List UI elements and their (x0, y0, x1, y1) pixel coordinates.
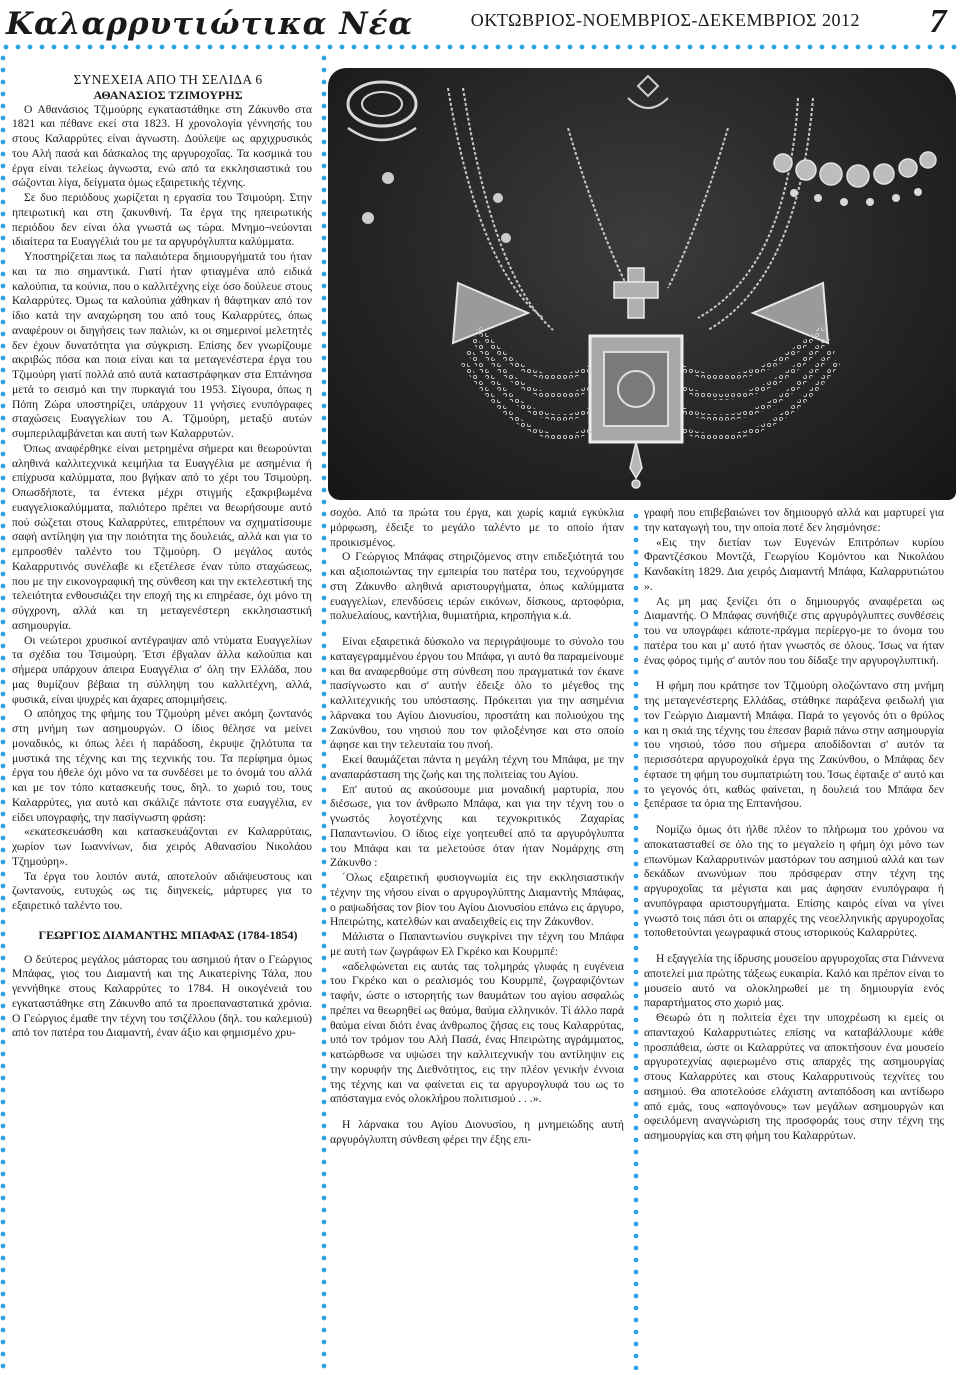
article-paragraph: Εκεί θαυμάζεται πάντα η μεγάλη τέχνη του Μπάφα, με την αναπαράσταση της ζωής και της πολιτείας του Αγίου. (330, 753, 624, 781)
article-paragraph: «εκατεσκευάσθη και κατασκευάζονται εν Καλαρρύταις, χωρίον των Ιωαννίνων, δια χειρός Αθανασίου Νικολάου Τζημούρη». (12, 825, 312, 868)
section-heading-tzimouris: ΑΘΑΝΑΣΙΟΣ ΤΖΙΜΟΥΡΗΣ (93, 87, 243, 102)
column-2 (330, 506, 624, 1148)
article-paragraph: Η εξαγγελία της ίδρυσης μουσείου αργυροχοΐας στα Γιάννενα αποτελεί μια πρώτης τάξεως ευκαιρία. Καλό και πρέπον είναι το μουσείο αυτό να ολοκληρωθεί με τη δημιουργία ενός παραρτήματος στο χωριό μας. (644, 952, 944, 1010)
article-paragraph: Όπως αναφέρθηκε είναι μετρημένα σήμερα και θεωρούνται αληθινά καλλιτεχνικά κειμήλια τα Ευαγγέλια με ασημένια ή επίχρυσα καλύμματα, που βγήκαν από το χέρι του Τσιμούρη. Οπωσδήποτε, τα έντεκα μέχρι στιγμής εξακριβωμένα ευαγγελιοκαλύμματα, παλιότερο πρέπει να θεωρήσουμε αυτό πού σώζεται στους Καλαρρύτες, επιτρέπουν να σχηματίσουμε σαφή αντίληψη για την ποιότητα της δουλειάς, αλλά και για το εμπροσθέν ταλέντο του Τζιμούρη. Ο μεγάλος αυτός Καλαρρυτινός συνέλαβε κι εξετέλεσε έναν τύπο σταχώσεως, που με την εικονογραφική της σύνθεση και την εκτελεστική της τελειότητα ενθουσιάζει την εποχή της κι επηρέασε, όχι μόνο τη σύγχρονη, αλλά και τη μεταγενέστερη εκκλησιαστική ασημουργία. (12, 441, 312, 632)
issue-date: ΟΚΤΩΒΡΙΟΣ-ΝΟΕΜΒΡΙΟΣ-ΔΕΚΕΜΒΡΙΟΣ 2012 (470, 10, 860, 30)
left-dot-border (0, 52, 6, 1372)
article-paragraph: Τα έργα του λοιπόν αυτά, αποτελούν αδιάψευστους και ζωντανούς, ευτυχώς ως τις διηνεκείς, μάρτυρες για το εξαιρετικό ταλέντο του. (12, 869, 312, 912)
column-1 (12, 73, 312, 1041)
article-paragraph: Θεωρώ ότι η πολιτεία έχει την υποχρέωση κι εμείς οι απανταχού Καλαρρυτιώτες επίσης να καταβάλλουμε κάθε προσπάθεια, ώστε οι Καλαρρύτες να αποκτήσουν ένα μουσείο αργυροτεχνίας αφιερωμένο στις απαρχές της ασημουργίας στους Καλαρρύτες και στους Καλαρρυτινούς τεχνίτες του ασημιού. Θα αποτελούσε ελάχιστη ανταπόδοση και αντίδωρο από εμάς, τους «απογόνους» των μεγάλων ασημουργών και οφειλόμενη αναγνώριση της προσφοράς τους στην τέχνη της ασημουργίας και στη φήμη του Καλαρρύτων. (644, 1011, 944, 1142)
article-paragraph: Οι νεώτεροι χρυσικοί αντέγραψαν από ντύματα Ευαγγελίων τα σχέδια του Τσιμούρη. Έτσι έβγαλαν άλλα καλούπια και σήμερα υπάρχουν άπειρα Ευαγγέλια σ' όλη την Ελλάδα, που μας θυμίζουν βέβαια τη σύλληψη του καλλιτέχνη, αλλά, φυσικά, είναι ψυχρές και άχαρες απομιμήσεις. (12, 633, 312, 706)
article-paragraph: Επ' αυτού ας ακούσουμε μια μοναδική μαρτυρία, που διέσωσε, για τον άνθρωπο Μπάφα, και για την τέχνη του ο γνωστός λογοτέχνης και τεχνοκριτικός Ζαχαρίας Παπαντωνίου. Ο ίδιος είχε γοητευθεί από τα αργυρόγλυπτα του Μπάφα και τα μελετούσε όταν ήταν Νομάρχης στη Ζάκυνθο : (330, 782, 624, 870)
article-paragraph: «αδελφώνεται εις αυτάς τας τολμηράς γλυφάς η ευγένεια του Γκρέκο και ο ρεαλισμός του Κουρμπέ, ζωγραφιζόντων ταφήν, ώστε ο ιστορητής των θαυμάτων του αγίου ασφαλώς πρέπει να θεωρηθεί ως θαύμα, θαύμα ελληνικόν. Τί άλλο παρά θαύμα είναι διότι ένας άνθρωπος ζήσας εις τους Καλαρρύτας, υπό τον τρόμον του Αλή Πασά, ένας Ηπειρώτης αγράμματος, κατώρθωσε να υψώσει την καλλιτεχνικήν του αντίληψιν εις την κορυφήν της Διεθνότητος, εις την πλέον γενικήν έννοια της τέχνης και να φαίνεται εις τα αργυρογλυφά του ως το απόσταγμα ενός ολοκλήρου πολιτισμού . . .». (330, 959, 624, 1106)
masthead-logo: Καλαρρυτιώτικα Νέα (6, 6, 414, 42)
article-paragraph: Υποστηρίζεται πως τα παλαιότερα δημιουργήματά του ήταν και τα πιο σημαντικά. Γιατί ήταν φτιαγμένα από ειδικά καλούπια, τα κούνια, που ο καλλιτέχνης είχε όσο δούλευε στους Καλαρρύτες. Όμως τα καλούπια χάθηκαν ή θάφτηκαν από τον ίδιο κατά την αναχώρηση του από τους Καλαρρύτες, όπως αναφέρουν οι διηγήσεις των παλιών, κι οι σημερινοί μελετητές δεν έχουν δυνατότητα για σύγκριση. Επίσης δεν γνωρίζουμε ακριβώς πόσα και ποια είναι και τα μεταγενέστερα έργα του Τζιμούρη γιατί πολλά από αυτά καταστράφηκαν στα Επτάνησα μετά το σεισμό και την πυρκαγιά του 1953. Σίγουρα, όπως η Πόπη Ζώρα υποστηρίζει, υπάρχουν 11 γνήσιες ενυπόγραφες σταχώσεις Ευαγγελίων του Α. Τζιμούρη, μεταξύ αυτών συμπεριλαμβάνεται και αυτή των Καλαρρυτών. (12, 250, 312, 440)
article-paragraph: Νομίζω όμως ότι ήλθε πλέον το πλήρωμα του χρόνου να αποκατασταθεί σε όλο της το μεγαλείο η φήμη όχι μόνο των επωνύμων Καλαρρυτινών μαστόρων του ασημιού αλλά και των δεκάδων ανωνύμων που πρόσφεραν στην τέχνη της αργυροχοΐας τα μέγιστα και μας άφησαν ενυπόγραφα ή ανυπόγραφα αριστουργήματα. Επίσης καιρός είναι να γίνει γνωστό τοις πάσι ότι οι απαρχές της νεοελληνικής αργυροχοΐας τοποθετούνται γεωγραφικά στους ιστορικούς Καλαρρύτες. (644, 823, 944, 940)
article-paragraph: Ο Αθανάσιος Τζιμούρης εγκαταστάθηκε στη Ζάκυνθο στα 1821 και πέθανε εκεί στα 1823. Η χρονολογία γέννησής του στους Καλαρρύτες είναι άγνωστη. Δούλεψε ως αρχιχρυσικός του Αλή πασά και δάσκαλος της αργυροχοΐας. Τα κοσμικά του έργα είναι τελείως άγνωστα, ενώ από τα εκκλησιαστικά του σώζονται λίγα, δείγματα όμως εξαιρετικής τέχνης. (12, 102, 312, 190)
article-paragraph: Ο Γεώργιος Μπάφας στηριζόμενος στην επιδεξιότητά του και αξιοποιώντας την εμπειρία του πατέρα του, τεχνούργησε στη Ζάκυνθο αληθινά αριστουργήματα, όπως καλύμματα ευαγγελίων, επενδύσεις ιερών εικόνων, δίσκους, αρτοφόρια, πολυελαίους, καντήλια, θυμιατήρια, κηροπήγια κ.ά. (330, 550, 624, 623)
article-paragraph: Ας μη μας ξενίζει ότι ο δημιουργός αναφέρεται ως Διαμαντής. Ο Μπάφας συνήθιζε στις αργυρόγλυπτες συνθέσεις του να υπογράφει κάποτε-πράγμα περίεργο-με το όνομα του πατέρα του και μ' αυτό ήταν γνωστός σε όλους. Ίσως να ήταν ένας φόρος τιμής σ' αυτόν που του δίδαξε την αργυρογλυπτική. (644, 594, 944, 667)
article-paragraph: γραφή που επιβεβαιώνει τον δημιουργό αλλά και μαρτυρεί για την καταγωγή του, την οποία ποτέ δεν λησμόνησε: (644, 506, 944, 534)
article-paragraph: Σε δυο περιόδους χωρίζεται η εργασία του Τσιμούρη. Στην ηπειρωτική και στη ζακυνθινή. Τα έργα της ηπειρωτικής περιόδου δεν είναι όλα γνωστά ως τώρα. Μνημο¬νεύονται ιδιαίτερα τα Ευαγγέλιά του με τα αργυρόγλυπτα καλύμματα. (12, 191, 312, 249)
article-paragraph: Ο δεύτερος μεγάλος μάστορας του ασημιού ήταν ο Γεώργιος Μπάφας, γιος του Διαμαντή και της Αικατερίνης Τάλα, που γεννήθηκε στους Καλαρρύτες το 1784. Η οικογένειά του εγκαταστάθηκε στη Ζάκυνθο από τα προεπαναστατικά χρόνια. Ο Γεώργιος έμαθε την τέχνη του τσιζέλλου (δηλ. του καλεμιού) από τον πατέρα του Διαμαντή, έναν άξιο και φημισμένο χρυ- (12, 952, 312, 1040)
continued-note: ΣΥΝΕΧΕΙΑ ΑΠΟ ΤΗ ΣΕΛΙΔΑ 6 (73, 72, 263, 87)
article-paragraph: Είναι εξαιρετικά δύσκολο να περιγράψουμε το σύνολο του καταγεγραμμένου έργου του Μπάφα, γι αυτό θα παραμείνουμε και θα αναφερθούμε στη σύνθεση που πραγματικά τον έκανε πασίγνωστο και σ' αυτήν έδειξε όλο το μέγεθος της καλλιτεχνικής του υπόστασης. Πρόκειται για την ασημένια λάρνακα του Αγίου Διονυσίου, προστάτη και πολιούχου της Ζακύνθου, του νησιού που τον φιλοξένησε και στο οποίο άφησε και την τελευταία του πνοή. (330, 635, 624, 752)
page-number: 7 (929, 3, 947, 40)
section-heading-bafas: ΓΕΩΡΓΙΟΣ ΔΙΑΜΑΝΤΗΣ ΜΠΑΦΑΣ (1784-1854) (38, 927, 298, 942)
article-paragraph: Η λάρνακα του Αγίου Διονυσίου, η μνημειώδης αυτή αργυρόγλυπτη σύνθεση φέρει την έξης επι- (330, 1118, 624, 1146)
jewelry-photo (328, 68, 956, 500)
article-paragraph: «Εις την διετίαν των Ευγενών Επιτρόπων κυρίου Φραντζέσκου Μοντζά, Γεωργίου Κομόντου και Νικολάου Κανδακίτη 1829. Δια χειρός Διαμαντή Μπάφα, Καλαρρυτιώτου ». (644, 535, 944, 593)
article-paragraph: Ο απόηχος της φήμης του Τζιμούρη μένει ακόμη ζωντανός στη μνήμη των ασημουργών. Ο ίδιος θέλησε να μείνει μοναδικός, κι όπως λέει ή παράδοση, έκρυψε ζηλότυπα τα μυστικά της τέχνης και της τεχνικής του. Τα περίφημα όμως έργα του ήθελε όχι μόνο να τα συνδέσει με το όνομά του αλλά και με τον τόπο κατασκευής τους, δηλ. το χωριό του, τους Καλαρρύτες, για αυτό και σκάλιζε πάντοτε στα ευαγγέλια, εν είδει υπογραφής, την πασίγνωστη φράση: (12, 707, 312, 824)
column-3 (644, 506, 944, 1144)
article-paragraph: Η φήμη που κράτησε τον Τζιμούρη ολοζώντανο στη μνήμη της μεταγενέστερης Ελλάδας, στάθηκε παράξενα φειδωλή για τον Γεώργιο Διαμαντή Μπάφα. Παρά το γεγονός ότι ο θρύλος και η σκιά της τέχνης του έπεσαν βαριά πάνω στην ασημουργία του νησιού, τόσο που σήμερα αποδίδονται σ' αυτόν τα περισσότερα αργυροχοϊκά έργα της Ζακύνθου, ο Μπάφας δεν έφτασε τη φήμη του συμπατριώτη του. Ίσως έφταιξε σ' αυτό και το γεγονός ότι, καθώς φαίνεται, η δουλειά του Μπάφα δεν ξεπέρασε τα όρια της Επτανήσου. (644, 679, 944, 811)
article-paragraph: Μάλιστα ο Παπαντωνίου συγκρίνει την τέχνη του Μπάφα με αυτή των ζωγράφων Ελ Γκρέκο και Κουρμπέ: (330, 930, 624, 958)
top-dot-border (0, 44, 960, 50)
article-paragraph: ΄Ολως εξαιρετική φυσιογνωμία εις την εκκλησιαστικήν τέχνην της νήσου είναι ο αργυρογλύπτης Διαμαντής Μπάφας, ο ραψωδήσας τον βίον του Αγίου Διονυσίου επάνω εις άργυρο, Ηπειρώτης, κατελθών και αναδειχθείς εις την Ζάκυνθον. (330, 871, 624, 929)
column-divider-1 (321, 52, 327, 1372)
column-divider-2 (633, 510, 639, 1370)
article-paragraph: σοχόο. Από τα πρώτα του έργα, και χωρίς καμιά εγκύκλια μόρφωση, έδειξε το μεγάλο ταλέντο με το οποίο ήταν προικισμένος. (330, 506, 624, 549)
jewelry-photo-icon (328, 68, 956, 500)
